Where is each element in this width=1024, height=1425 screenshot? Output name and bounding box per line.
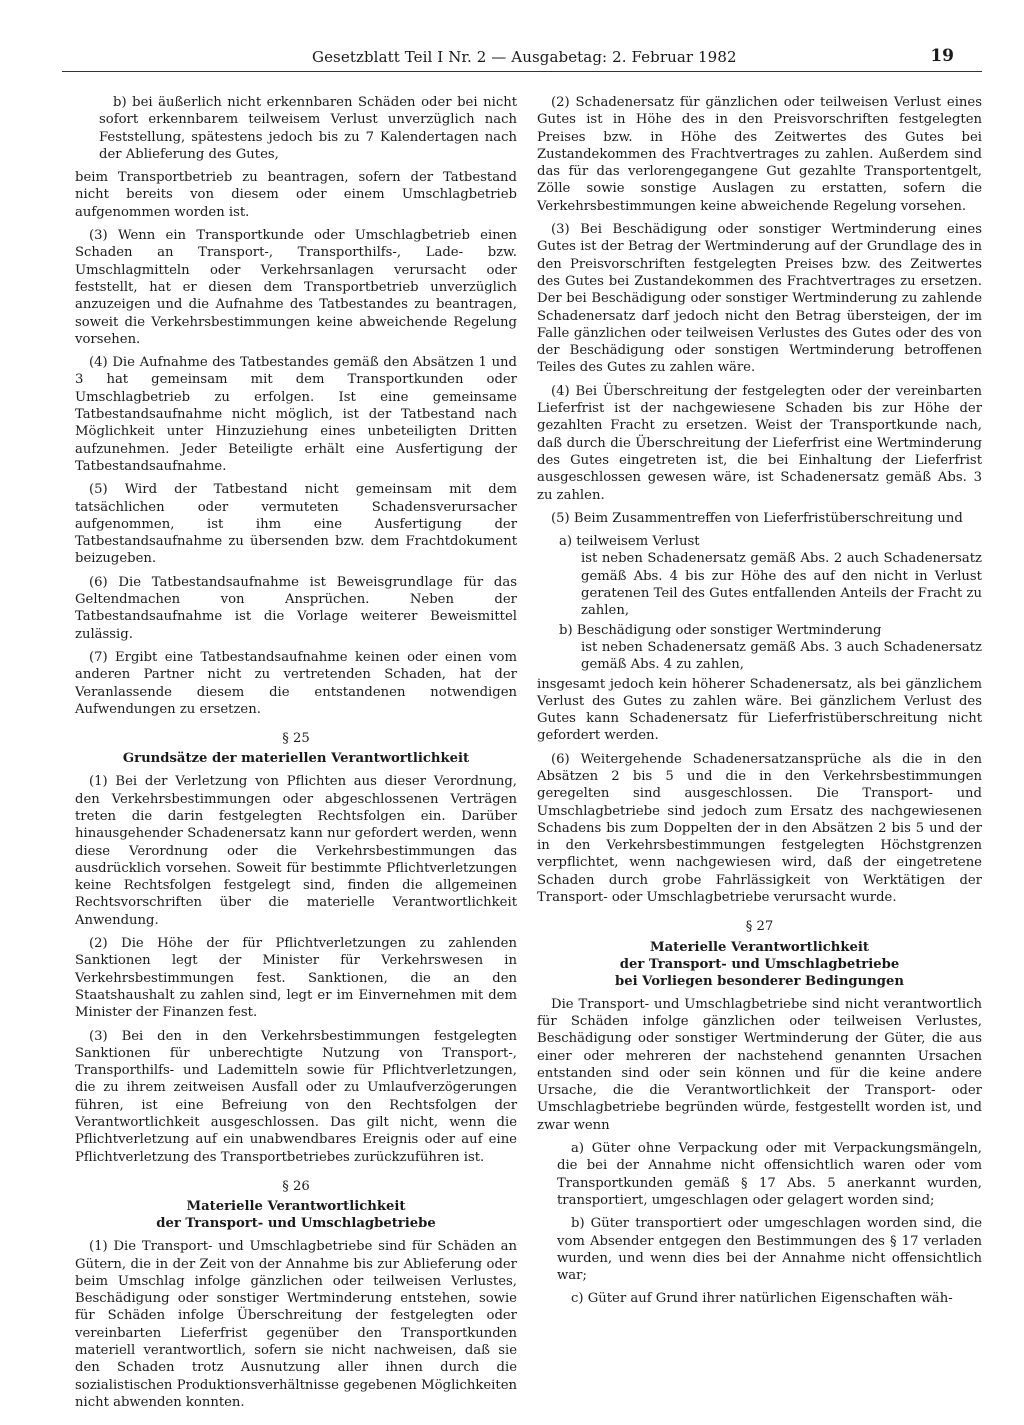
section-title-25 [75,750,517,767]
s25-paragraph-3: (3) Bei den in den Verkehrsbestimmungen festgelegten Sanktionen für unberechtigte Nutzung von Transport-, Transporthilfs- und Lademitteln sowie für Pflichtverletzungen, die zu ihrem zeitweisen Ausfall oder zu Umlaufverzögerungen führen, ist eine Befreiung von den Rechtsfolgen der Verantwortlichkeit ausgeschlossen. Das gilt nicht, wenn die Pflichtverletzung auf ein unabwendbares Ereignis oder auf eine Pflichtverletzung des Transportbetriebes zurückzuführen ist. [75,1028,517,1165]
list-item-a [559,533,982,619]
section-title-26 [75,1198,517,1232]
right-column [537,94,982,1314]
paragraph-continuation: insgesamt jedoch kein höherer Schadenersatz, als bei gänzlichem Verlust des Gutes zu zahlen wäre. Bei gänzlichem Verlust des Gutes kann Schadenersatz für Lieferfristüberschreitung nicht gefordert werden. [537,676,982,744]
s26-paragraph-3: (3) Bei Beschädigung oder sonstiger Wertminderung eines Gutes ist der Betrag der Wertminderung auf der Grundlage des in den Preisvorschriften festgelegten Preises bzw. des Zeitwertes des Gutes bei Zustandekommen des Frachtvertrages zu ersetzen. Der bei Beschädigung oder sonstiger Wertminderung zu zahlende Schadenersatz darf jedoch nicht den Betrag übersteigen, der im Falle gänzlichen oder teilweisen Verlustes des Gutes oder des von der Beschädigung oder sonstigen Wertminderung betroffenen Teiles des Gutes zu zahlen wäre. [537,222,982,376]
paragraph-4: (4) Die Aufnahme des Tatbestandes gemäß den Absätzen 1 und 3 hat gemeinsam mit dem Transportkunden oder Umschlagbetrieb zu erfolgen. Ist eine gemeinsame Tatbestandsaufnahme nicht möglich, ist der Tatbestand nach Möglichkeit unter Hinzuziehung eines unbeteiligten Dritten aufzunehmen. Jeder Beteiligte erhält eine Ausfertigung der Tatbestandsaufnahme. [75,355,517,474]
s27-item-c: c) Güter auf Grund ihrer natürlichen Eigenschaften wäh- [571,1291,953,1307]
list-item-a-label: a) teilweisem Verlust [559,534,700,550]
list-item-b-text: ist neben Schadenersatz gemäß Abs. 3 auch Schadenersatz gemäß Abs. 4 zu zahlen, [581,639,982,673]
s26-paragraph-1: (1) Die Transport- und Umschlagbetriebe sind für Schäden an Gütern, die in der Zeit von der Annahme bis zur Ablieferung oder beim Umschlag infolge gänzlichen oder teilweisen Verlustes, Beschädigung oder sonstiger Wertminderung entstehen, sowie für Schäden infolge Überschreitung der festgelegten oder vereinbarten Lieferfrist gegenüber den Transportkunden materiell verantwortlich, sofern sie nicht nachweisen, daß sie den Schaden trotz Ausnutzung aller ihnen durch die sozialistischen Produktionsverhältnisse gegebenen Möglichkeiten nicht abwenden konnten. [75,1239,517,1410]
page-header [62,48,982,72]
paragraph-6: (6) Die Tatbestandsaufnahme ist Beweisgrundlage für das Geltendmachen von Ansprüchen. Neben der Tatbestandsaufnahme ist die Vorlage weiterer Beweismittel zulässig. [75,574,517,642]
paragraph-3: (3) Wenn ein Transportkunde oder Umschlagbetrieb einen Schaden an Transport-, Transporthilfs-, Lade- bzw. Umschlagmitteln oder Verkehrsanlagen verursacht oder feststellt, hat er diesen dem Transportbetrieb unverzüglich anzuzeigen und die Aufnahme des Tatbestandes zu beantragen, soweit die Verkehrsbestimmungen keine abweichende Regelung vorsehen. [75,228,517,347]
paragraph-7: (7) Ergibt eine Tatbestandsaufnahme keinen oder einen vom anderen Partner nicht zu vertretenden Schaden, hat der Veranlassende diesem die entstandenen notwendigen Aufwendungen zu ersetzen. [75,649,517,717]
header-rule [62,71,982,72]
s25-paragraph-2: (2) Die Höhe der für Pflichtverletzungen zu zahlenden Sanktionen legt der Minister für Verkehrswesen in Verkehrsbestimmungen fest. Sanktionen, die an den Staatshaushalt zu zahlen sind, legt er im Einvernehmen mit dem Minister der Finanzen fest. [75,936,517,1021]
left-column [75,94,517,1417]
s27-item-a: a) Güter ohne Verpackung oder mit Verpackungsmängeln, die bei der Annahme nicht offensichtlich waren oder vom Transportkunden gemäß § 17 Abs. 5 anerkannt wurden, transportiert, umgeschlagen oder gelagert worden sind; [557,1141,982,1208]
s26-paragraph-6: (6) Weitergehende Schadenersatzansprüche als die in den Absätzen 2 bis 5 und die in den Verkehrsbestimmungen geregelten sind ausgeschlossen. Die Transport- und Umschlagbetriebe sind jedoch zum Ersatz des nachgewiesenen Schadens bis zum Doppelten der in den Absätzen 2 bis 5 und der in den Verkehrsbestimmungen festgelegten Höchstgrenzen verpflichtet, wenn nachgewiesen wird, daß der eingetretene Schaden durch grobe Fahrlässigkeit von Werktätigen der Transport- oder Umschlagbetriebe verursacht wurde. [537,751,982,906]
paragraph-5: (5) Wird der Tatbestand nicht gemeinsam mit dem tatsächlichen oder vermuteten Schadensverursacher aufgenommen, ist ihm eine Ausfertigung der Tatbestandsaufnahme zu übersenden bzw. dem Frachtdokument beizugeben. [75,482,517,567]
s26-paragraph-5: (5) Beim Zusammentreffen von Lieferfristüberschreitung und [551,510,963,526]
section-title-27 [537,939,982,990]
section-title-27-line-1: Materielle Verantwortlichkeit [649,939,869,955]
section-number-26: § 26 [282,1178,310,1194]
section-title-26-line-2: der Transport- und Umschlagbetriebe [156,1216,436,1232]
list-item-b-label: b) Beschädigung oder sonstiger Wertminderung [559,622,882,638]
header-title: Gesetzblatt Teil I Nr. 2 — Ausgabetag: 2. Februar 1982 [312,48,737,66]
section-number-27: § 27 [745,919,774,935]
section-title-25-line: Grundsätze der materiellen Verantwortlichkeit [122,751,470,767]
s27-item-b: b) Güter transportiert oder umgeschlagen worden sind, die vom Absender entgegen den Bestimmungen des § 17 verladen wurden, und wenn dies bei der Annahme nicht offensichtlich war; [557,1216,982,1284]
s26-paragraph-2: (2) Schadenersatz für gänzlichen oder teilweisen Verlust eines Gutes ist in Höhe des in den Preisvorschriften festgelegten Preises bzw. in Höhe des Zeitwertes des Gutes bei Zustandekommen des Frachtvertrages zu zahlen. Außerdem sind das für das verlorengegangene Gut gezahlte Transportentgelt, Zölle sowie sonstige Auslagen zu erstatten, sofern die Verkehrsbestimmungen keine abweichende Regelung vorsehen. [537,95,982,214]
s27-intro: Die Transport- und Umschlagbetriebe sind nicht verantwortlich für Schäden infolge gänzlichen oder teilweisen Verlustes, Beschädigung oder sonstiger Wertminderung der Güter, die aus einer oder mehreren der nachstehend genannten Ursachen entstanden sind oder sein können und für die keine andere Ursache, die die Verantwortlichkeit der Transport- oder Umschlagbetriebe begründen würde, festgestellt worden ist, und zwar wenn [537,996,982,1133]
section-title-27-line-2: der Transport- und Umschlagbetriebe [619,956,900,972]
page-number: 19 [930,46,954,66]
paragraph-continuation: beim Transportbetrieb zu beantragen, sofern der Tatbestand nicht bereits von diesem oder einem Umschlagbetrieb aufgenommen worden ist. [75,170,517,220]
section-number-25: § 25 [282,731,310,747]
list-item-b [559,622,982,674]
section-title-26-line-1: Materielle Verantwortlichkeit [186,1199,406,1215]
s25-paragraph-1: (1) Bei der Verletzung von Pflichten aus dieser Verordnung, den Verkehrsbestimmungen oder abgeschlossenen Verträgen treten die darin festgelegten Rechtsfolgen ein. Darüber hinausgehender Schadenersatz kann nur gefordert werden, wenn diese Verordnung oder die Verkehrsbestimmungen das ausdrücklich vorsehen. Soweit für bestimmte Pflichtverletzungen keine Rechtsfolgen festgelegt sind, finden die allgemeinen Rechtsvorschriften über die materielle Verantwortlichkeit Anwendung. [75,774,517,928]
list-item-a-text: ist neben Schadenersatz gemäß Abs. 2 auch Schadenersatz gemäß Abs. 4 bis zur Höhe des auf den nicht in Verlust geratenen Teil des Gutes entfallenden Anteils der Fracht zu zahlen, [581,551,982,619]
paragraph-item-b: b) bei äußerlich nicht erkennbaren Schäden oder bei nicht sofort erkennbarem teilweisem Verlust unverzüglich nach Feststellung, spätestens jedoch bis zu 7 Kalendertagen nach der Ablieferung des Gutes, [99,95,517,162]
s26-paragraph-4: (4) Bei Überschreitung der festgelegten oder der vereinbarten Lieferfrist ist der nachgewiesene Schaden bis zur Höhe der gezahlten Fracht zu ersetzen. Weist der Transportkunde nach, daß durch die Überschreitung der Lieferfrist eine Wertminderung des Gutes eingetreten ist, die bei Einhaltung der Lieferfrist ausgeschlossen gewesen wäre, ist Schadenersatz gemäß Abs. 3 zu zahlen. [537,383,982,503]
section-title-27-line-3: bei Vorliegen besonderer Bedingungen [614,973,905,989]
